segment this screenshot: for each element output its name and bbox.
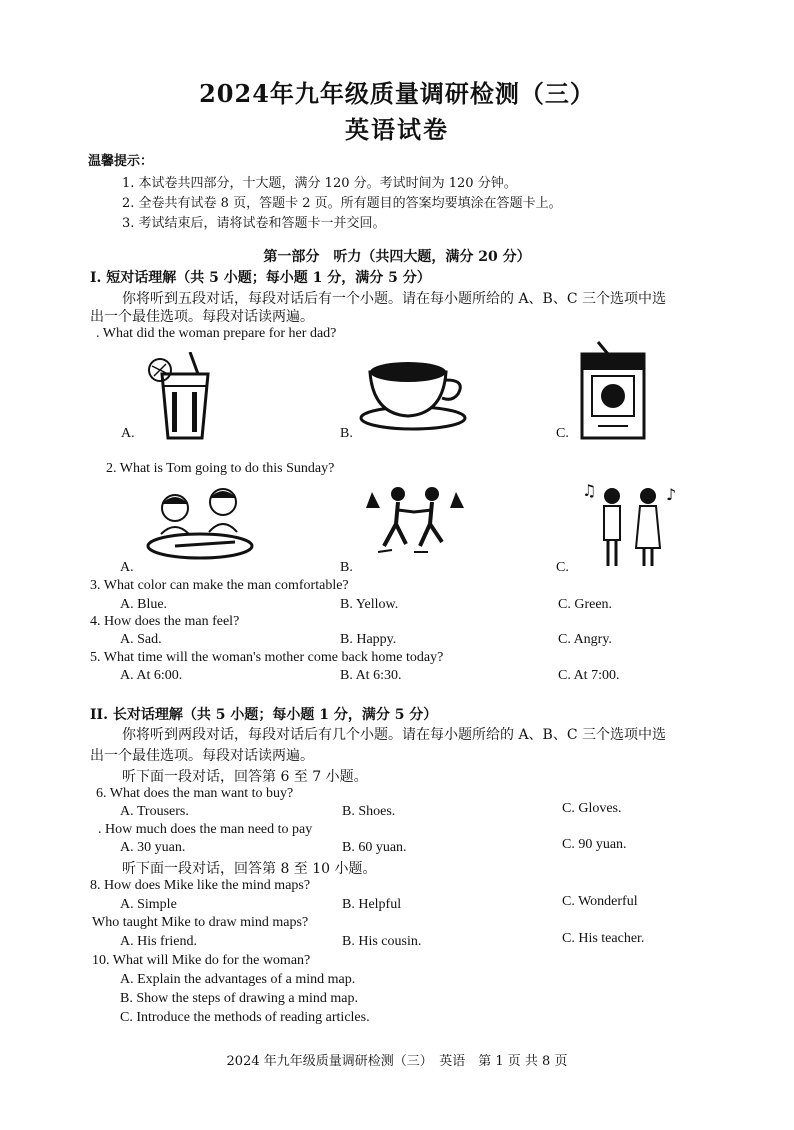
option-c: C. At 7:00. xyxy=(558,668,620,683)
section-instructions: 你将听到两段对话，每段对话后有几个小题。请在每小题所给的 A、B、C 三个选项中选 xyxy=(122,727,667,743)
option-a: A. 30 yuan. xyxy=(120,840,186,855)
children-singing-icon xyxy=(582,478,682,572)
option-a: A. His friend. xyxy=(120,934,197,949)
option-label: C. xyxy=(556,560,569,575)
option-b: B. His cousin. xyxy=(342,934,422,949)
section-heading: I. 短对话理解（共 5 小题；每小题 1 分，满分 5 分） xyxy=(90,270,431,286)
question-9: Who taught Mike to draw mind maps? xyxy=(92,915,309,930)
question-5: 5. What time will the woman's mother come back home today? xyxy=(90,650,444,665)
option-label: B. xyxy=(340,426,353,441)
option-c: C. Introduce the methods of reading articles. xyxy=(120,1010,370,1025)
option-b: B. Shoes. xyxy=(342,804,396,819)
svg-text:♫: ♫ xyxy=(582,481,597,500)
section-instructions: 你将听到五段对话，每段对话后有一个小题。请在每小题所给的 A、B、C 三个选项中选 xyxy=(122,291,667,307)
option-b: B. 60 yuan. xyxy=(342,840,407,855)
question-7: . How much does the man need to pay xyxy=(98,822,313,837)
question-4: 4. How does the man feel? xyxy=(90,614,240,629)
dialogue-lead: 听下面一段对话，回答第 6 至 7 小题。 xyxy=(122,769,368,785)
option-c: C. Green. xyxy=(558,597,613,612)
tip-item: 1. 本试卷共四部分，十大题，满分 120 分。考试时间为 120 分钟。 xyxy=(122,176,517,191)
section-instructions: 出一个最佳选项。每段对话读两遍。 xyxy=(90,748,314,764)
exam-title: 2024年九年级质量调研检测（三） xyxy=(199,79,595,108)
option-label: C. xyxy=(556,426,569,441)
option-a: A. Blue. xyxy=(120,597,168,612)
dialogue-lead: 听下面一段对话，回答第 8 至 10 小题。 xyxy=(122,861,377,877)
option-a: A. At 6:00. xyxy=(120,668,183,683)
option-b: B. Yellow. xyxy=(340,597,399,612)
option-a: A. Explain the advantages of a mind map. xyxy=(120,972,356,987)
option-b: B. Happy. xyxy=(340,632,397,647)
question-6: 6. What does the man want to buy? xyxy=(96,786,294,801)
coffee-cup-icon xyxy=(358,356,468,432)
option-b: B. At 6:30. xyxy=(340,668,402,683)
children-cooking-icon xyxy=(145,484,255,562)
tip-item: 3. 考试结束后，请将试卷和答题卡一并交回。 xyxy=(122,216,386,231)
question-10: 10. What will Mike do for the woman? xyxy=(92,953,311,968)
option-a: A. Trousers. xyxy=(120,804,189,819)
question-1: . What did the woman prepare for her dad? xyxy=(96,326,337,341)
option-a: A. Sad. xyxy=(120,632,162,647)
tip-item: 2. 全卷共有试卷 8 页，答题卡 2 页。所有题目的答案均要填涂在答题卡上。 xyxy=(122,196,562,211)
option-label: A. xyxy=(120,560,134,575)
option-c: C. Gloves. xyxy=(562,801,622,816)
page-footer: 2024 年九年级质量调研检测（三） 英语 第 1 页 共 8 页 xyxy=(226,1054,568,1069)
section-heading: II. 长对话理解（共 5 小题；每小题 1 分，满分 5 分） xyxy=(90,707,438,723)
option-c: C. Angry. xyxy=(558,632,612,647)
ice-skating-icon xyxy=(362,482,468,560)
svg-text:♪: ♪ xyxy=(666,485,677,504)
option-label: B. xyxy=(340,560,353,575)
tips-heading: 温馨提示： xyxy=(88,154,154,169)
option-c: C. 90 yuan. xyxy=(562,837,627,852)
juice-glass-icon xyxy=(140,352,220,442)
option-b: B. Helpful xyxy=(342,897,402,912)
exam-subtitle: 英语试卷 xyxy=(345,115,449,144)
question-8: 8. How does Mike like the mind maps? xyxy=(90,878,311,893)
milk-carton-icon xyxy=(578,340,648,440)
section-instructions: 出一个最佳选项。每段对话读两遍。 xyxy=(90,309,314,325)
option-label: A. xyxy=(121,426,135,441)
part-heading: 第一部分 听力（共四大题，满分 20 分） xyxy=(263,249,531,265)
option-b: B. Show the steps of drawing a mind map. xyxy=(120,991,358,1006)
question-2: 2. What is Tom going to do this Sunday? xyxy=(106,461,335,476)
question-3: 3. What color can make the man comfortable? xyxy=(90,578,349,593)
option-c: C. Wonderful xyxy=(562,894,638,909)
option-a: A. Simple xyxy=(120,897,177,912)
option-c: C. His teacher. xyxy=(562,931,645,946)
